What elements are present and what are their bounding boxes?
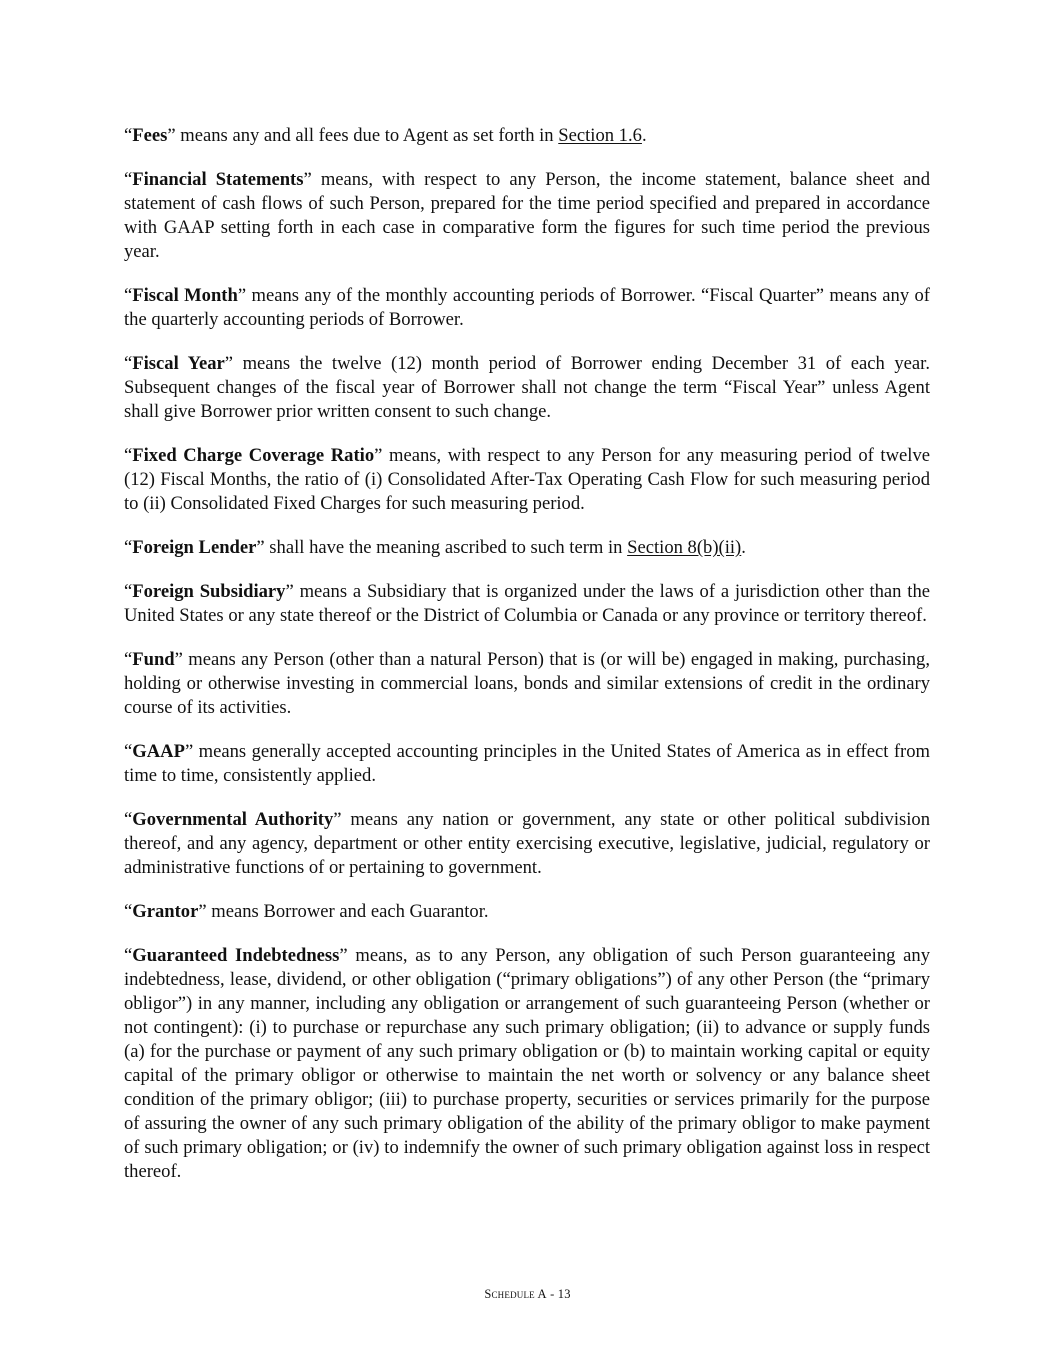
close-quote: ” — [174, 649, 183, 670]
definition-text: means, with respect to any Person, the income statement, balance sheet and statement of cash flows of such Person, prepared for the time period specified and prepared in accordance with GAAP setting forth in each case in comparative form the figures for such time period the previous year. — [124, 169, 930, 262]
definition-text: means generally accepted accounting principles in the United States of America as in effect from time to time, consistently applied. — [124, 741, 930, 786]
open-quote: “ — [124, 945, 133, 966]
close-quote: ” — [339, 945, 348, 966]
definition-fiscal-month — [124, 284, 930, 332]
open-quote: “ — [124, 285, 133, 306]
open-quote: “ — [124, 809, 133, 830]
close-quote: ” — [224, 353, 234, 374]
open-quote: “ — [124, 353, 133, 374]
definition-text: means any of the monthly accounting periods of Borrower. “Fiscal Quarter” means any of the quarterly accounting periods of Borrower. — [124, 285, 930, 330]
definition-foreign-lender — [124, 536, 930, 560]
open-quote: “ — [124, 581, 133, 602]
definition-financial-statements — [124, 168, 930, 264]
definition-end: . — [641, 125, 647, 146]
defined-term: Guaranteed Indebtedness — [132, 945, 340, 966]
defined-term: Fixed Charge Coverage Ratio — [132, 445, 375, 466]
definition-text: means, with respect to any Person for any measuring period of twelve (12) Fiscal Months, the ratio of (i) Consolidated After-Tax Operating Cash Flow for such measuring period to (ii) Consolidated Fixed Charges for such measuring period. — [124, 445, 930, 514]
section-reference: Section 8(b)(ii) — [627, 537, 742, 558]
footer-separator: - — [546, 1287, 558, 1301]
definition-foreign-subsidiary — [124, 580, 930, 628]
definition-grantor — [124, 900, 930, 924]
definition-gaap — [124, 740, 930, 788]
open-quote: “ — [124, 537, 133, 558]
definition-fees — [124, 124, 930, 148]
definition-text: means a Subsidiary that is organized under the laws of a jurisdiction other than the United States or any state thereof or the District of Columbia or Canada or any province or territory thereof. — [124, 581, 930, 626]
definition-fund — [124, 648, 930, 720]
definition-text: means any Person (other than a natural Person) that is (or will be) engaged in making, purchasing, holding or otherwise investing in commercial loans, bonds and similar extensions of credit in the ordinary course of its activities. — [124, 649, 930, 718]
defined-term: Fiscal Month — [132, 285, 238, 306]
open-quote: “ — [124, 901, 133, 922]
defined-term: Fund — [132, 649, 175, 670]
close-quote: ” — [167, 125, 176, 146]
definition-text: shall have the meaning ascribed to such term in — [264, 537, 628, 558]
definition-fiscal-year — [124, 352, 930, 424]
defined-term: Foreign Subsidiary — [132, 581, 286, 602]
definition-governmental-authority — [124, 808, 930, 880]
defined-term: Foreign Lender — [132, 537, 257, 558]
open-quote: “ — [124, 125, 133, 146]
defined-term: Financial Statements — [132, 169, 304, 190]
close-quote: ” — [285, 581, 294, 602]
definition-text: means Borrower and each Guarantor. — [206, 901, 489, 922]
definition-text: means the twelve (12) month period of Borrower ending December 31 of each year. Subsequent changes of the fiscal year of Borrower shall not change the term “Fiscal Year” unless Agent shall give Borrower prior written consent to such change. — [124, 353, 930, 422]
close-quote: ” — [333, 809, 342, 830]
definition-guaranteed-indebtedness — [124, 944, 930, 1184]
defined-term: Grantor — [132, 901, 199, 922]
close-quote: ” — [256, 537, 265, 558]
open-quote: “ — [124, 649, 133, 670]
page-number: 13 — [557, 1287, 571, 1301]
open-quote: “ — [124, 169, 133, 190]
definition-text: means any and all fees due to Agent as set forth in — [175, 125, 559, 146]
close-quote: ” — [303, 169, 312, 190]
open-quote: “ — [124, 445, 133, 466]
close-quote: ” — [198, 901, 207, 922]
footer-label: Schedule A — [484, 1287, 547, 1301]
close-quote: ” — [237, 285, 247, 306]
definition-text: means any nation or government, any state or other political subdivision thereof, and any agency, department or other entity exercising executive, legislative, judicial, regulatory or administrative functions of or pertaining to government. — [124, 809, 930, 878]
definition-fixed-charge-coverage-ratio — [124, 444, 930, 516]
close-quote: ” — [184, 741, 194, 762]
definition-end: . — [741, 537, 746, 558]
section-reference: Section 1.6 — [558, 125, 642, 146]
open-quote: “ — [124, 741, 133, 762]
definition-text: means, as to any Person, any obligation of such Person guaranteeing any indebtedness, lease, dividend, or other obligation (“primary obligations”) of any other Person (the “primary obligor”) in any manner, including any obligation or arrangement of such guaranteeing Person (whether or not contingent): (i) to purchase or repurchase any such primary obligation; (ii) to advance or supply funds (a) for the purchase or payment of any such primary obligation or (b) to maintain working capital or equity capital of the primary obligor or otherwise to maintain the net worth or solvency or any balance sheet condition of the primary obligor; (iii) to purchase property, securities or services primarily for the purpose of assuring the owner of any such primary obligation of the ability of the primary obligor to make payment of such primary obligation; or (iv) to indemnify the owner of such primary obligation against loss in respect thereof. — [124, 945, 931, 1182]
close-quote: ” — [374, 445, 383, 466]
defined-term: Fees — [132, 125, 168, 146]
document-page — [124, 124, 930, 1204]
page-footer — [0, 1287, 1055, 1302]
defined-term: Governmental Authority — [132, 809, 334, 830]
defined-term: GAAP — [132, 741, 185, 762]
defined-term: Fiscal Year — [132, 353, 225, 374]
